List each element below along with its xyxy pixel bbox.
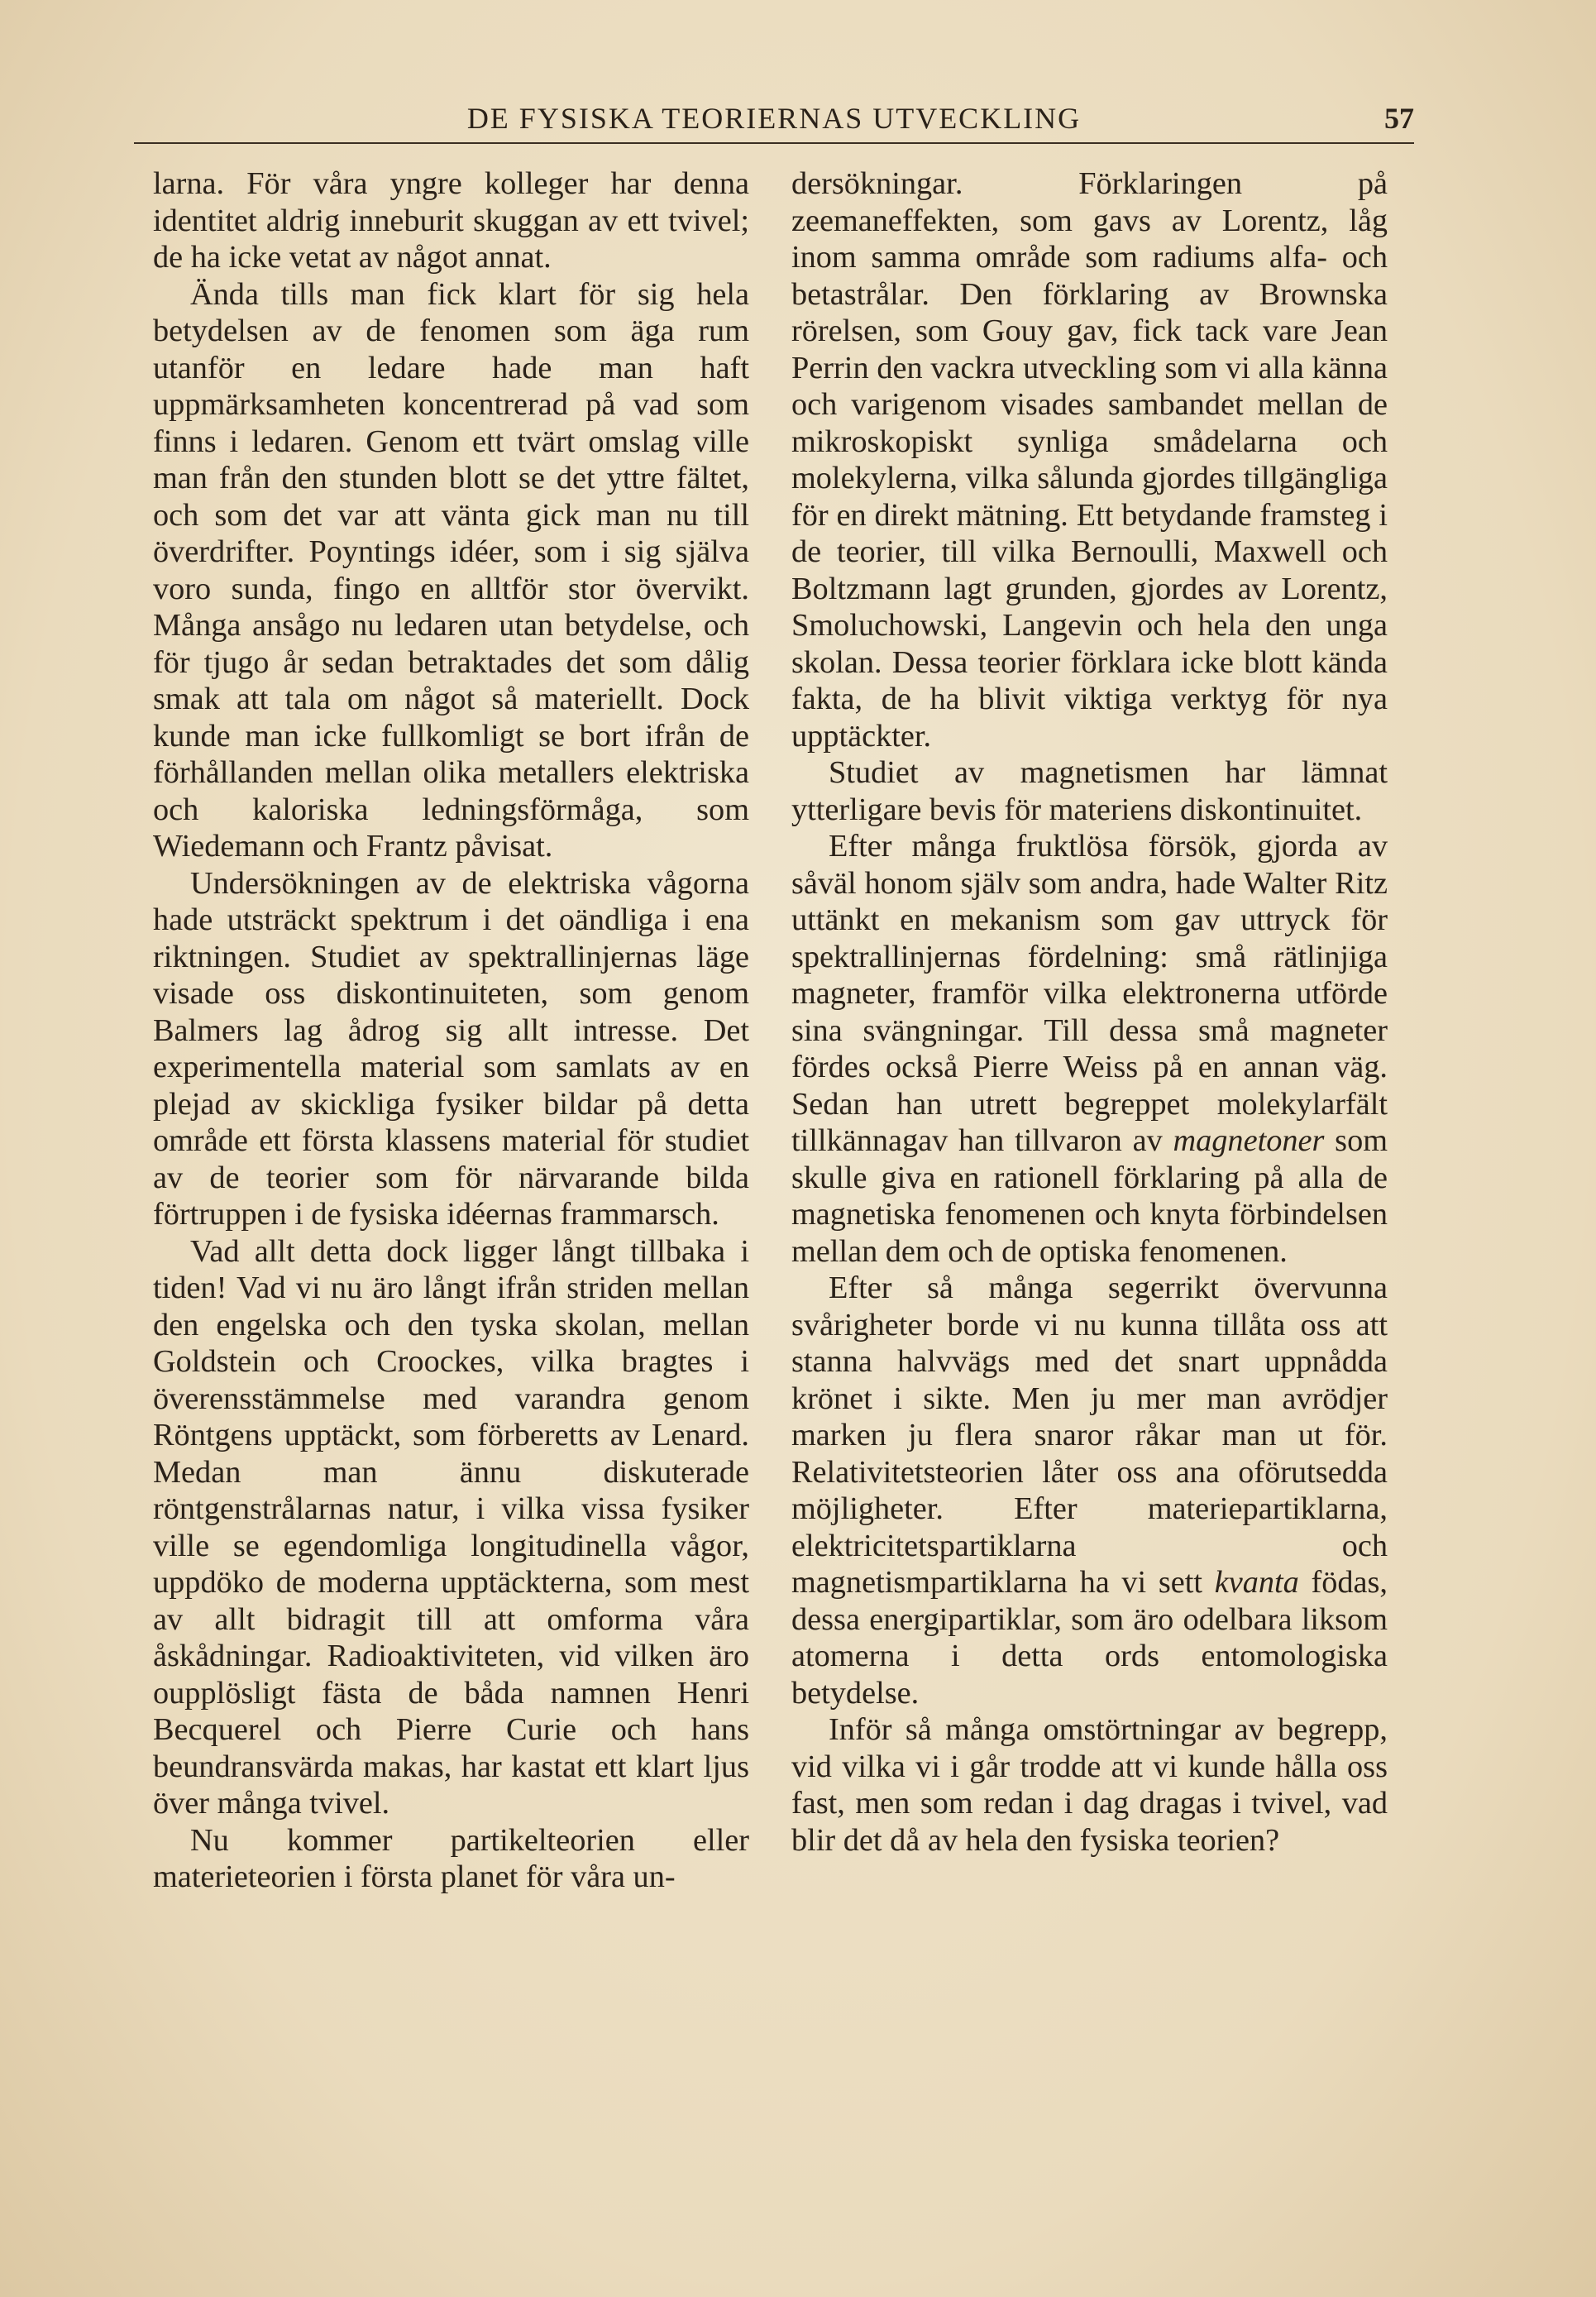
paragraph-text: Efter många fruktlösa försök, gjorda av såväl honom själv som andra, hade Walter Ritz uttänkt en mekanism som gav uttryck för spektrallinjernas fördelning: små rätlinjiga magneter, framför vilka elektronerna utförde sina svängningar. Till dessa små magneter fördes också Pierre Weiss på en annan väg. Sedan han utrett begreppet molekylarfält tillkännagav han tillvaron av bbox=[791, 829, 1388, 1158]
paragraph-text: Efter så många segerrikt övervunna svårigheter borde vi nu kunna tillåta oss att stanna halvvägs med det snart uppnådda krönet i sikte. Men ju mer man avrödjer marken ju flera snaror råkar man ut för. Relativitetsteorien låter oss ana oförutsedda möjligheter. Efter materiepartiklarna, elektricitetspartiklarna och magnetismpartiklarna ha vi sett bbox=[791, 1271, 1388, 1600]
right-paragraph-2: Studiet av magnetismen har lämnat ytterligare bevis för materiens diskontinuitet. bbox=[791, 755, 1388, 827]
left-column bbox=[153, 165, 749, 1896]
header-rule bbox=[134, 142, 1414, 144]
right-paragraph-4 bbox=[791, 1270, 1388, 1711]
left-paragraph-2: Ända tills man fick klart för sig hela betydelsen av de fenomen som äga rum utanför en ledare hade man haft uppmärksamheten koncentrerad på vad som finns i ledaren. Genom ett tvärt omslag ville man från den stunden blott se det yttre fältet, och som det var att vänta gick man nu till överdrifter. Poyntings idéer, som i sig själva voro sunda, fingo en alltför stor övervikt. Många ansågo nu ledaren utan betydelse, och för tjugo år sedan betraktades det som dålig smak att tala om något så materiellt. Dock kunde man icke fullkomligt se bort ifrån de förhållanden mellan olika metallers elektriska och kaloriska ledningsförmåga, som Wiedemann och Frantz påvisat. bbox=[153, 276, 749, 864]
paragraph-text: som skulle giva en rationell förklaring på alla de magnetiska fenomenen och knyta förbindelsen mellan dem och de optiska fenomenen. bbox=[791, 1123, 1388, 1269]
left-paragraph-1: larna. För våra yngre kolleger har denna identitet aldrig inneburit skuggan av ett tvivel; de ha icke vetat av något annat. bbox=[153, 166, 749, 275]
right-column bbox=[791, 165, 1388, 1859]
page-number: 57 bbox=[1384, 102, 1414, 135]
right-paragraph-3 bbox=[791, 828, 1388, 1270]
running-title: DE FYSISKA TEORIERNAS UTVECKLING bbox=[466, 102, 1082, 135]
right-paragraph-5: Inför så många omstörtningar av begrepp, vid vilka vi i går trodde att vi kunde hålla oss fast, men som redan i dag dragas i tvivel, vad blir det då av hela den fysiska teorien? bbox=[791, 1712, 1388, 1858]
left-paragraph-4: Vad allt detta dock ligger långt tillbaka i tiden! Vad vi nu äro långt ifrån striden mellan den engelska och den tyska skolan, mellan Goldstein och Croockes, vilka bragtes i överensstämmelse med varandra genom Röntgens upptäckt, som förberetts av Lenard. Medan man ännu diskuterade röntgenstrålarnas natur, i vilka vissa fysiker ville se egendomliga longitudinella vågor, uppdöko de moderna upptäckterna, som mest av allt bidragit till att omforma våra åskådningar. Radioaktiviteten, vid vilken äro oupplösligt fästa de båda namnen Henri Becquerel och Pierre Curie och hans beundransvärda makas, har kastat ett klart ljus över många tvivel. bbox=[153, 1233, 749, 1821]
emphasized-term: magnetoner bbox=[1173, 1123, 1325, 1158]
emphasized-term: kvanta bbox=[1214, 1565, 1299, 1600]
left-paragraph-3: Undersökningen av de elektriska vågorna hade utsträckt spektrum i det oändliga i ena riktningen. Studiet av spektrallinjernas läge visade oss diskontinuiteten, som genom Balmers lag ådrog sig allt intresse. Det experimentella material som samlats av en plejad av skickliga fysiker bildar på detta område ett första klassens material för studiet av de teorier som för närvarande bilda förtruppen i de fysiska idéernas frammarsch. bbox=[153, 865, 749, 1232]
left-paragraph-5: Nu kommer partikelteorien eller materieteorien i första planet för våra un- bbox=[153, 1822, 749, 1894]
running-header bbox=[134, 93, 1414, 146]
paragraph-text: födas, dessa energipartiklar, som äro odelbara liksom atomerna i detta ords entomologiska betydelse. bbox=[791, 1565, 1388, 1711]
right-paragraph-1: dersökningar. Förklaringen på zeemaneffekten, som gavs av Lorentz, låg inom samma område som radiums alfa- och betastrålar. Den förklaring av Brownska rörelsen, som Gouy gav, fick tack vare Jean Perrin den vackra utveckling som vi alla känna och varigenom visades sambandet mellan de mikroskopiskt synliga smådelarna och molekylerna, vilka sålunda gjordes tillgängliga för en direkt mätning. Ett betydande framsteg i de teorier, till vilka Bernoulli, Maxwell och Boltzmann lagt grunden, gjordes av Lorentz, Smoluchowski, Langevin och hela den unga skolan. Dessa teorier förklara icke blott kända fakta, de ha blivit viktiga verktyg för nya upptäckter. bbox=[791, 166, 1388, 754]
